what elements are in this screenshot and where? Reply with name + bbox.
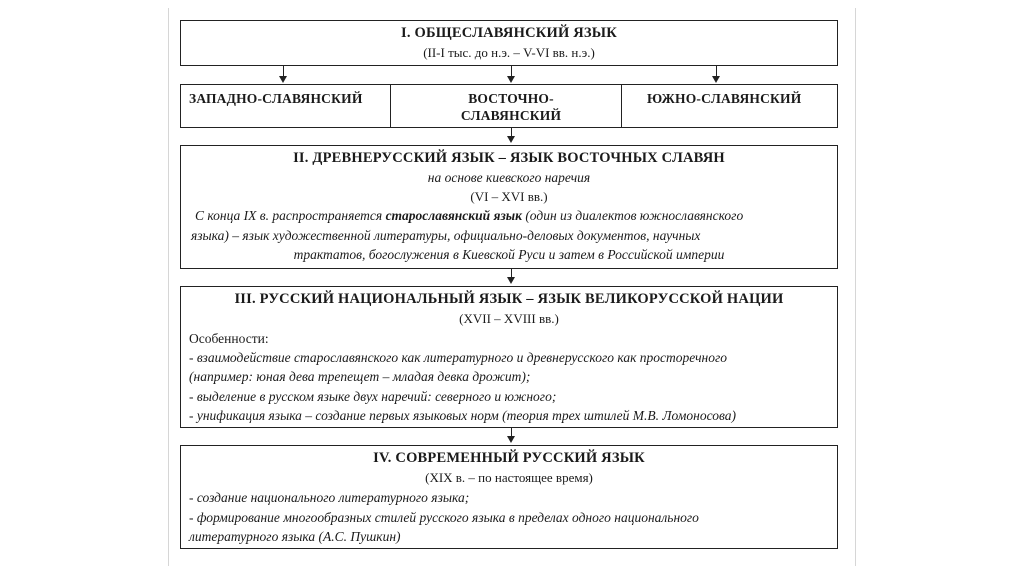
branch-divider-left (390, 85, 391, 127)
level4-item-2: - формирование многообразных стилей русского языка в пределах одного национального (189, 510, 699, 525)
level1-period: (II-I тыс. до н.э. – V-VI вв. н.э.) (423, 45, 595, 60)
level1-title: I. ОБЩЕСЛАВЯНСКИЙ ЯЗЫК (401, 25, 617, 41)
level2-basis: на основе киевского наречия (427, 170, 591, 185)
level2-text-line2: языка) – язык художественной литературы, официально-деловых документов, научных (191, 228, 701, 243)
level4-box (180, 445, 838, 549)
level2-text-bold: старославянский язык (385, 208, 522, 223)
level1-box (180, 20, 838, 66)
level2-text-pre: С конца IX в. распространяется (195, 208, 386, 223)
branch-east-line2: СЛАВЯНСКИЙ (460, 108, 562, 123)
arrow-head-4 (507, 436, 515, 443)
level2-box (180, 145, 838, 269)
level4-period: (XIX в. – по настоящее время) (425, 470, 593, 485)
arrow-stem-4 (511, 428, 512, 436)
level3-period: (XVII – XVIII вв.) (459, 311, 559, 326)
level2-text-line3: трактатов, богослужения в Киевской Руси и затем в Российской империи (293, 247, 725, 262)
branches-row (180, 84, 838, 128)
arrow-stem-west (283, 66, 284, 76)
level4-item-1: - создание национального литературного языка; (189, 490, 470, 505)
level2-text-line1 (195, 208, 743, 224)
branch-west: ЗАПАДНО-СЛАВЯНСКИЙ (189, 91, 363, 106)
level3-item-2: (например: юная дева трепещет – младая девка дрожит); (189, 369, 531, 384)
level3-features-label: Особенности: (189, 331, 269, 346)
branch-south: ЮЖНО-СЛАВЯНСКИЙ (647, 91, 802, 106)
arrow-head-3 (507, 277, 515, 284)
arrow-stem-2 (511, 128, 512, 136)
arrow-stem-east (511, 66, 512, 76)
level3-item-3: - выделение в русском языке двух наречий: северного и южного; (189, 389, 557, 404)
level4-title: IV. СОВРЕМЕННЫЙ РУССКИЙ ЯЗЫК (373, 450, 645, 466)
level3-item-4: - унификация языка – создание первых языковых норм (теория трех штилей М.В. Ломоносова) (189, 408, 737, 423)
level3-box (180, 286, 838, 428)
branch-east-line1: ВОСТОЧНО- (468, 91, 554, 106)
level3-item-1: - взаимодействие старославянского как литературного и древнерусского как просторечного (189, 350, 727, 365)
arrow-stem-south (716, 66, 717, 76)
arrow-stem-3 (511, 269, 512, 277)
branch-divider-right (621, 85, 622, 127)
arrow-head-south (712, 76, 720, 83)
arrow-head-2 (507, 136, 515, 143)
level2-title: II. ДРЕВНЕРУССКИЙ ЯЗЫК – ЯЗЫК ВОСТОЧНЫХ СЛАВЯН (293, 150, 725, 166)
arrow-head-east (507, 76, 515, 83)
level2-period: (VI – XVI вв.) (470, 189, 548, 204)
level3-title: III. РУССКИЙ НАЦИОНАЛЬНЫЙ ЯЗЫК – ЯЗЫК ВЕЛИКОРУССКОЙ НАЦИИ (234, 291, 784, 307)
level4-item-3: литературного языка (А.С. Пушкин) (189, 529, 401, 544)
arrow-head-west (279, 76, 287, 83)
level2-text-post1: (один из диалектов южнославянского (521, 208, 744, 223)
